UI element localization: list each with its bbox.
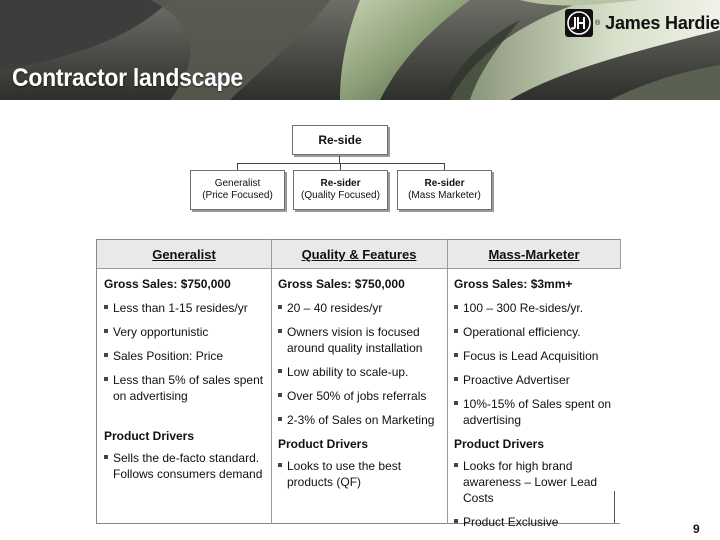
list-item: Looks for high brand awareness – Lower Lead Costs — [454, 458, 621, 506]
org-connector-horizontal — [237, 163, 445, 164]
org-connector-right — [444, 163, 445, 170]
list-item: Product Exclusive — [454, 514, 621, 530]
column-generalist — [97, 269, 271, 523]
list-item: Proactive Advertiser — [454, 372, 621, 388]
product-drivers-heading: Product Drivers — [454, 437, 545, 451]
org-connector-vertical — [339, 156, 340, 163]
list-item: Low ability to scale-up. — [278, 364, 447, 380]
column-header-generalist: Generalist — [152, 247, 216, 262]
page-number: 9 — [693, 522, 700, 536]
org-connector-middle — [340, 163, 341, 170]
org-node-title: Re-sider — [424, 178, 465, 189]
product-drivers-heading: Product Drivers — [104, 429, 195, 443]
table-right-edge — [620, 239, 621, 269]
product-drivers-heading: Product Drivers — [278, 437, 369, 451]
org-node-title: Re-sider — [320, 178, 361, 189]
org-node-subtitle: (Quality Focused) — [301, 190, 380, 201]
list-item: Looks to use the best products (QF) — [278, 458, 447, 490]
header-banner — [0, 0, 720, 100]
list-item: Sells the de-facto standard. Follows consumers demand — [104, 450, 271, 482]
company-logo — [564, 8, 720, 38]
org-node-title: Generalist — [214, 178, 261, 189]
registered-mark: ® — [595, 19, 601, 27]
list-item: Owners vision is focused around quality installation — [278, 324, 447, 356]
column-header-quality: Quality & Features — [301, 247, 417, 262]
comparison-table — [96, 239, 620, 529]
driver-list — [104, 450, 271, 482]
gross-sales: Gross Sales: $3mm+ — [454, 277, 573, 291]
org-root-node — [292, 125, 388, 155]
list-item: Very opportunistic — [104, 324, 271, 340]
attribute-list — [278, 300, 447, 428]
list-item: Less than 5% of sales spent on advertising — [104, 372, 271, 404]
spacer — [104, 412, 271, 428]
driver-list — [278, 458, 447, 490]
logo-wordmark: James Hardie — [605, 12, 720, 33]
list-item: Focus is Lead Acquisition — [454, 348, 621, 364]
org-node-generalist — [190, 170, 285, 210]
column-mass-marketer — [447, 269, 621, 529]
list-item: Operational efficiency. — [454, 324, 621, 340]
org-node-quality — [293, 170, 388, 210]
list-item: Over 50% of jobs referrals — [278, 388, 447, 404]
org-root-label: Re-side — [318, 133, 362, 147]
page-title: Contractor landscape — [12, 64, 243, 92]
org-node-subtitle: (Price Focused) — [202, 190, 273, 201]
gross-sales: Gross Sales: $750,000 — [278, 277, 405, 291]
driver-list — [454, 458, 621, 530]
list-item: 2-3% of Sales on Marketing — [278, 412, 447, 428]
jh-monogram-icon — [564, 8, 594, 38]
column-quality — [271, 269, 447, 523]
list-item: Less than 1-15 resides/yr — [104, 300, 271, 316]
org-connector-left — [237, 163, 238, 170]
gross-sales: Gross Sales: $750,000 — [104, 277, 231, 291]
org-node-subtitle: (Mass Marketer) — [408, 190, 481, 201]
list-item: 100 – 300 Re-sides/yr. — [454, 300, 621, 316]
attribute-list — [454, 300, 621, 428]
list-item: 10%-15% of Sales spent on advertising — [454, 396, 621, 428]
attribute-list — [104, 300, 271, 404]
table-header-row — [97, 239, 621, 269]
org-node-mass-marketer — [397, 170, 492, 210]
list-item: Sales Position: Price — [104, 348, 271, 364]
column-header-mass-marketer: Mass-Marketer — [488, 247, 580, 262]
list-item: 20 – 40 resides/yr — [278, 300, 447, 316]
